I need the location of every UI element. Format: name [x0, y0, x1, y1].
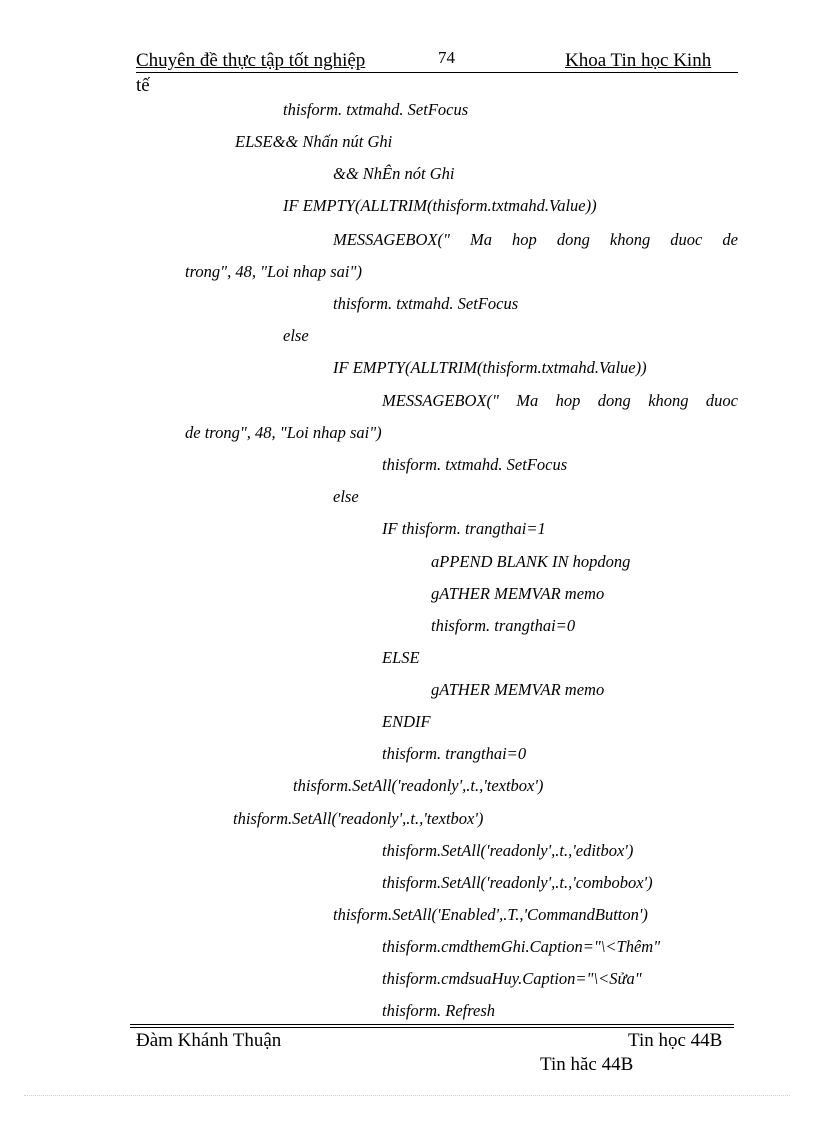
code-line: ELSE&& Nhấn nút Ghi [235, 132, 393, 151]
footer-author: Đàm Khánh Thuận [136, 1030, 282, 1051]
footer-class: Tin học 44B [628, 1030, 723, 1051]
code-line: aPPEND BLANK IN hopdong [431, 552, 631, 571]
code-line: thisform.cmdsuaHuy.Caption="\<Sửa" [382, 969, 642, 988]
code-line: gATHER MEMVAR memo [431, 584, 605, 603]
header-department: Khoa Tin học Kinh [565, 50, 712, 71]
footer-rule [130, 1024, 734, 1025]
code-line: trong", 48, "Loi nhap sai") [185, 262, 362, 281]
code-line: thisform.cmdthemGhi.Caption="\<Thêm" [382, 937, 661, 956]
code-line: IF EMPTY(ALLTRIM(thisform.txtmahd.Value)) [283, 196, 597, 215]
code-line: thisform.SetAll('readonly',.t.,'editbox') [382, 841, 634, 860]
code-line: thisform. txtmahd. SetFocus [333, 294, 519, 313]
header-continuation: tế [136, 75, 150, 96]
code-line: IF thisform. trangthai=1 [382, 519, 546, 538]
code-line: thisform. trangthai=0 [382, 744, 527, 763]
page-bottom-dotted-line [24, 1095, 790, 1096]
header-title: Chuyên đề thực tập tốt nghiệp [136, 50, 366, 71]
code-line: MESSAGEBOX(" Ma hop dong khong duoc [382, 391, 738, 410]
code-line: thisform. txtmahd. SetFocus [283, 100, 469, 119]
code-line: thisform. Refresh [382, 1001, 496, 1020]
code-line: thisform.SetAll('readonly',.t.,'combobox') [382, 873, 653, 892]
code-line: MESSAGEBOX(" Ma hop dong khong duoc de [333, 230, 738, 249]
code-line: thisform. trangthai=0 [431, 616, 576, 635]
footer-class-duplicate: Tin hăc 44B [540, 1054, 634, 1075]
footer-rule [130, 1027, 734, 1028]
code-line: ELSE [382, 648, 420, 667]
code-line: IF EMPTY(ALLTRIM(thisform.txtmahd.Value)) [333, 358, 647, 377]
code-line: thisform.SetAll('readonly',.t.,'textbox') [233, 809, 484, 828]
code-line: ENDIF [382, 712, 431, 731]
code-line: else [333, 487, 359, 506]
code-line: thisform. txtmahd. SetFocus [382, 455, 568, 474]
code-line: thisform.SetAll('readonly',.t.,'textbox') [293, 776, 544, 795]
code-line: thisform.SetAll('Enabled',.T.,'CommandButton') [333, 905, 648, 924]
code-line: gATHER MEMVAR memo [431, 680, 605, 699]
code-line: && NhÊn nót Ghi [333, 164, 455, 183]
code-line: else [283, 326, 309, 345]
code-line: de trong", 48, "Loi nhap sai") [185, 423, 382, 442]
page-number: 74 [438, 48, 455, 67]
header-rule [136, 72, 738, 73]
